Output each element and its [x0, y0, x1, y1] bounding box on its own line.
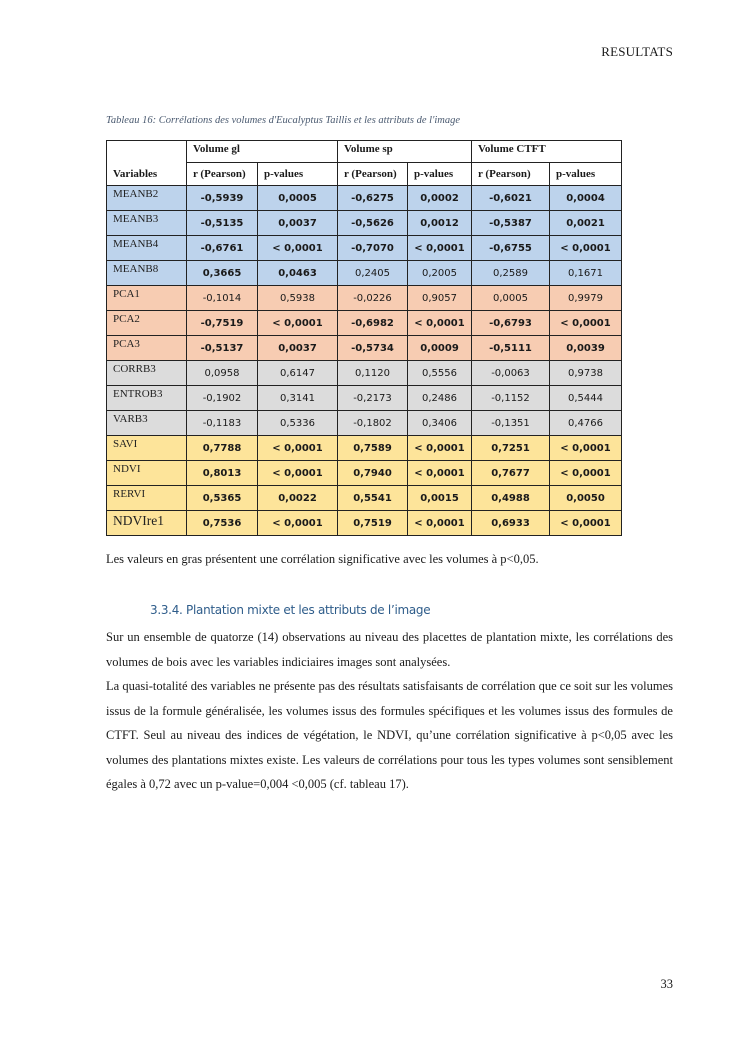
r-pearson-cell: -0,6275	[338, 186, 408, 211]
p-value-cell: 0,0009	[408, 336, 472, 361]
p-value-cell: 0,5938	[258, 286, 338, 311]
variable-name-cell: RERVI	[107, 486, 187, 511]
p-value-cell: 0,0463	[258, 261, 338, 286]
r-pearson-cell: 0,7940	[338, 461, 408, 486]
r-pearson-cell: -0,7070	[338, 236, 408, 261]
r-pearson-cell: -0,1351	[472, 411, 550, 436]
p-value-cell: 0,5336	[258, 411, 338, 436]
p-value-cell: < 0,0001	[408, 461, 472, 486]
r-pearson-cell: 0,5541	[338, 486, 408, 511]
group-header-volume-sp: Volume sp	[338, 141, 472, 163]
p-value-cell: 0,0022	[258, 486, 338, 511]
p-value-cell: < 0,0001	[408, 436, 472, 461]
r-pearson-cell: 0,8013	[187, 461, 258, 486]
variable-name-cell: MEANB8	[107, 261, 187, 286]
variable-name-cell: MEANB4	[107, 236, 187, 261]
r-pearson-cell: -0,5734	[338, 336, 408, 361]
table-row	[107, 361, 622, 386]
p-value-cell: 0,0015	[408, 486, 472, 511]
p-value-cell: < 0,0001	[258, 236, 338, 261]
r-pearson-cell: -0,5111	[472, 336, 550, 361]
table-row	[107, 386, 622, 411]
r-pearson-cell: 0,6933	[472, 511, 550, 536]
p-value-cell: 0,0050	[550, 486, 622, 511]
r-pearson-cell: -0,5135	[187, 211, 258, 236]
r-pearson-cell: 0,7788	[187, 436, 258, 461]
p-value-cell: 0,5556	[408, 361, 472, 386]
p-value-cell: 0,5444	[550, 386, 622, 411]
variable-name-cell: MEANB2	[107, 186, 187, 211]
p-value-cell: < 0,0001	[408, 511, 472, 536]
p-value-cell: 0,2486	[408, 386, 472, 411]
r-pearson-cell: -0,1014	[187, 286, 258, 311]
group-header-volume-ctft: Volume CTFT	[472, 141, 622, 163]
page-number: 33	[660, 977, 673, 991]
table-row	[107, 461, 622, 486]
p-value-cell: 0,0004	[550, 186, 622, 211]
p-value-cell: < 0,0001	[408, 236, 472, 261]
p-value-cell: 0,0037	[258, 211, 338, 236]
variable-name-cell: NDVIre1	[107, 511, 187, 536]
variables-header: Variables	[107, 141, 187, 186]
r-pearson-cell: -0,1183	[187, 411, 258, 436]
p-value-cell: 0,0021	[550, 211, 622, 236]
table-body	[107, 186, 622, 536]
variable-name-cell: PCA3	[107, 336, 187, 361]
r-pearson-cell: -0,1902	[187, 386, 258, 411]
p-value-cell: 0,0037	[258, 336, 338, 361]
p-value-cell: 0,0039	[550, 336, 622, 361]
r-pearson-cell: -0,5626	[338, 211, 408, 236]
p-value-cell: 0,2005	[408, 261, 472, 286]
r-pearson-cell: 0,5365	[187, 486, 258, 511]
p-value-cell: < 0,0001	[550, 236, 622, 261]
r-pearson-cell: -0,6793	[472, 311, 550, 336]
p-value-cell: < 0,0001	[550, 436, 622, 461]
p-value-cell: < 0,0001	[408, 311, 472, 336]
variable-name-cell: CORRB3	[107, 361, 187, 386]
p-value-cell: < 0,0001	[258, 461, 338, 486]
r-pearson-cell: 0,2589	[472, 261, 550, 286]
r-pearson-cell: 0,7677	[472, 461, 550, 486]
p-value-cell: 0,4766	[550, 411, 622, 436]
r-pearson-cell: -0,0063	[472, 361, 550, 386]
r-pearson-cell: -0,5387	[472, 211, 550, 236]
table-row	[107, 436, 622, 461]
p-value-cell: 0,9738	[550, 361, 622, 386]
p-value-cell: < 0,0001	[550, 511, 622, 536]
p-value-cell: 0,3406	[408, 411, 472, 436]
r-pearson-cell: -0,7519	[187, 311, 258, 336]
p-value-cell: 0,9979	[550, 286, 622, 311]
group-header-volume-gl: Volume gl	[187, 141, 338, 163]
p-value-cell: < 0,0001	[550, 311, 622, 336]
r-pearson-cell: 0,0005	[472, 286, 550, 311]
table-row	[107, 486, 622, 511]
table-row	[107, 186, 622, 211]
p-value-cell: 0,0012	[408, 211, 472, 236]
correlation-table	[106, 140, 622, 536]
table-row	[107, 286, 622, 311]
variable-name-cell: SAVI	[107, 436, 187, 461]
p-value-cell: < 0,0001	[258, 511, 338, 536]
p-value-cell: 0,6147	[258, 361, 338, 386]
p-value-cell: 0,1671	[550, 261, 622, 286]
subheader-p-values: p-values	[408, 163, 472, 186]
p-value-cell: < 0,0001	[550, 461, 622, 486]
variable-name-cell: NDVI	[107, 461, 187, 486]
table-note: Les valeurs en gras présentent une corrélation significative avec les volumes à p<0,05.	[106, 552, 539, 566]
table-row	[107, 311, 622, 336]
subheader-r-pearson: r (Pearson)	[338, 163, 408, 186]
r-pearson-cell: -0,6755	[472, 236, 550, 261]
r-pearson-cell: 0,7536	[187, 511, 258, 536]
r-pearson-cell: -0,0226	[338, 286, 408, 311]
table-row	[107, 211, 622, 236]
table-row	[107, 511, 622, 536]
r-pearson-cell: 0,2405	[338, 261, 408, 286]
r-pearson-cell: -0,6761	[187, 236, 258, 261]
r-pearson-cell: -0,1152	[472, 386, 550, 411]
table-caption: Tableau 16: Corrélations des volumes d'Eucalyptus Taillis et les attributs de l'image	[106, 115, 461, 126]
table-row	[107, 261, 622, 286]
r-pearson-cell: -0,1802	[338, 411, 408, 436]
p-value-cell: 0,0005	[258, 186, 338, 211]
variable-name-cell: PCA2	[107, 311, 187, 336]
variable-name-cell: MEANB3	[107, 211, 187, 236]
table-row	[107, 336, 622, 361]
section-heading: 3.3.4. Plantation mixte et les attributs de l’image	[150, 603, 431, 617]
r-pearson-cell: 0,0958	[187, 361, 258, 386]
r-pearson-cell: -0,6982	[338, 311, 408, 336]
table-group-header-row	[107, 141, 622, 163]
p-value-cell: 0,0002	[408, 186, 472, 211]
subheader-p-values: p-values	[550, 163, 622, 186]
variable-name-cell: ENTROB3	[107, 386, 187, 411]
p-value-cell: < 0,0001	[258, 311, 338, 336]
p-value-cell: 0,3141	[258, 386, 338, 411]
r-pearson-cell: 0,7251	[472, 436, 550, 461]
table-row	[107, 411, 622, 436]
subheader-r-pearson: r (Pearson)	[472, 163, 550, 186]
r-pearson-cell: 0,3665	[187, 261, 258, 286]
p-value-cell: 0,9057	[408, 286, 472, 311]
p-value-cell: < 0,0001	[258, 436, 338, 461]
variable-name-cell: PCA1	[107, 286, 187, 311]
r-pearson-cell: 0,1120	[338, 361, 408, 386]
r-pearson-cell: 0,7589	[338, 436, 408, 461]
r-pearson-cell: -0,2173	[338, 386, 408, 411]
r-pearson-cell: -0,5939	[187, 186, 258, 211]
variable-name-cell: VARB3	[107, 411, 187, 436]
table-row	[107, 236, 622, 261]
r-pearson-cell: -0,6021	[472, 186, 550, 211]
subheader-p-values: p-values	[258, 163, 338, 186]
r-pearson-cell: 0,4988	[472, 486, 550, 511]
paragraph: Sur un ensemble de quatorze (14) observations au niveau des placettes de plantation mixte, les corrélations des volumes de bois avec les variables indiciaires images sont analysées.	[106, 630, 673, 669]
r-pearson-cell: -0,5137	[187, 336, 258, 361]
subheader-r-pearson: r (Pearson)	[187, 163, 258, 186]
r-pearson-cell: 0,7519	[338, 511, 408, 536]
running-header: RESULTATS	[601, 44, 673, 59]
paragraph: La quasi-totalité des variables ne présente pas des résultats satisfaisants de corrélation que ce soit sur les volumes issus de la formule généralisée, les volumes issus des formules spécifiques et les volumes issus des formules de CTFT. Seul au niveau des indices de végétation, le NDVI, qu’une corrélation significative à p<0,05 avec les volumes des plantations mixtes existe. Les valeurs de corrélations pour tous les types volumes sont sensiblement égales à 0,72 avec un p-value=0,004 <0,005 (cf. tableau 17).	[106, 679, 673, 791]
